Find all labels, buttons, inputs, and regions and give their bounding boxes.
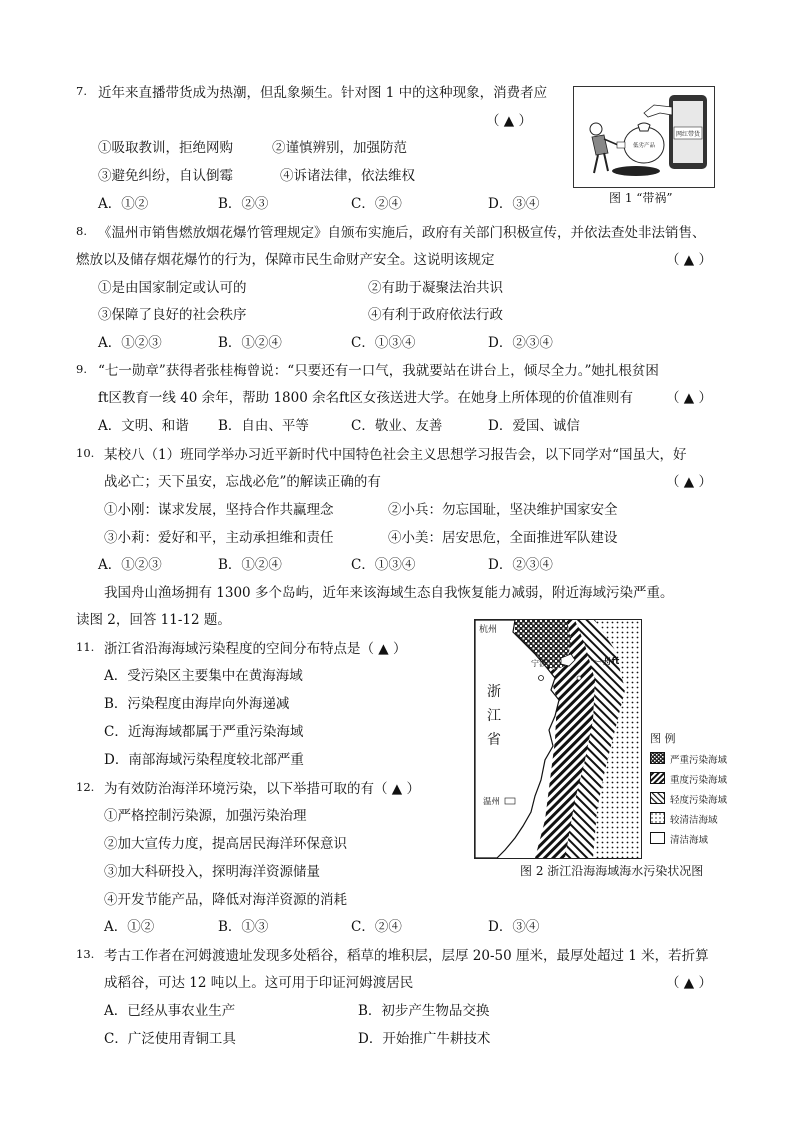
q8-answer-mark: （ ▲ ） [666, 252, 712, 268]
q9-choice-d: D．爱国、诚信 [488, 418, 580, 434]
q11-choice-a: A．受污染区主要集中在黄海海域 [104, 668, 303, 684]
q11-choice-c: C．近海海域都属于严重污染海域 [104, 724, 304, 740]
legend-label-severe: 严重污染海域 [670, 755, 728, 766]
q10-number: 10. [76, 446, 95, 460]
q12-choice-d: D．③④ [488, 919, 540, 935]
label-province-3: 省 [487, 732, 501, 748]
legend-label-heavy: 重度污染海域 [670, 775, 728, 786]
q12-choice-c: C．②④ [351, 919, 402, 935]
q11-12-intro-line2: 读图 2，回答 11-12 题。 [76, 612, 231, 628]
q10-option-2: ②小兵：勿忘国耻，坚决维护国家安全 [388, 502, 618, 518]
label-zhoushan: 舟ft [603, 657, 620, 667]
label-province-1: 浙 [487, 684, 501, 700]
q11-choice-d: D．南部海域污染程度较北部严重 [104, 752, 304, 768]
q11-12-intro-line1: 我国舟山渔场拥有 1300 多个岛屿，近年来该海域生态自我恢复能力减弱，附近海域污染严重。 [104, 585, 674, 601]
label-wenzhou: 温州 [483, 797, 501, 807]
q9-number: 9. [76, 362, 87, 376]
q8-option-2: ②有助于凝聚法治共识 [368, 280, 503, 296]
q13-choice-c: C．广泛使用青铜工具 [104, 1031, 236, 1047]
q13-choice-d: D．开始推广牛耕技术 [358, 1031, 491, 1047]
q12-option-1: ①严格控制污染源，加强污染治理 [104, 808, 307, 824]
label-province-2: 江 [487, 708, 501, 724]
q9-stem-line2: ft区教育一线 40 余年，帮助 1800 余名ft区女孩送进大学。在她身上所体现的价值准则有 [98, 390, 634, 406]
figure-1-cartoon [573, 86, 715, 188]
q10-stem-line1: 某校八（1）班同学举办习近平新时代中国特色社会主义思想学习报告会，以下同学对“国虽大，好 [104, 447, 687, 463]
q7-choice-d: D．③④ [488, 196, 540, 212]
q7-option-2: ②谨慎辨别，加强防范 [272, 140, 407, 156]
label-ningbo: 宁波 [531, 659, 547, 668]
q9-stem-line1: “七一勋章”获得者张桂梅曾说：“只要还有一口气，我就要站在讲台上，倾尽全力。”她扎根贫困 [98, 363, 659, 379]
q10-choice-c: C．①③④ [351, 557, 416, 573]
q10-answer-mark: （ ▲ ） [666, 474, 712, 490]
q7-option-1: ①吸取教训，拒绝网购 [98, 140, 233, 156]
phone-text: 网红带货 [675, 131, 701, 138]
q8-stem-line1: 《温州市销售燃放烟花爆竹管理规定》自颁布实施后，政府有关部门积极宣传，并依法查处非法销售、 [98, 225, 706, 241]
legend-swatch-heavy [651, 773, 665, 784]
q12-option-3: ③加大科研投入，探明海洋资源储量 [104, 864, 320, 880]
q8-choice-b: B．①②④ [218, 335, 282, 351]
q9-choice-b: B．自由、平等 [218, 418, 309, 434]
q10-choice-d: D．②③④ [488, 557, 553, 573]
q9-answer-mark: （ ▲ ） [666, 390, 712, 406]
q8-choice-c: C．①③④ [351, 335, 416, 351]
bag-text: 低劣产品 [632, 143, 656, 149]
legend-swatch-severe [651, 753, 665, 764]
figure-1-caption: 图 1 “带祸” [609, 191, 673, 205]
q7-answer-mark: （ ▲ ） [486, 113, 532, 129]
q12-choice-b: B．①③ [218, 919, 269, 935]
q13-stem-line2: 成稻谷，可达 12 吨以上。这可用于印证河姆渡居民 [104, 975, 414, 991]
q8-choice-d: D．②③④ [488, 335, 553, 351]
q7-number: 7. [76, 84, 87, 98]
q11-stem: 浙江省沿海海域污染程度的空间分布特点是（ ▲ ） [104, 641, 407, 657]
q8-choice-a: A．①②③ [98, 335, 162, 351]
q10-stem-line2: 战必亡；天下虽安，忘战必危”的解读正确的有 [104, 474, 381, 490]
q7-option-3: ③避免纠纷，自认倒霉 [98, 168, 233, 184]
legend-swatch-light [651, 793, 665, 804]
q10-choice-a: A．①②③ [98, 557, 162, 573]
q12-option-2: ②加大宣传力度，提高居民海洋环保意识 [104, 836, 347, 852]
q10-option-1: ①小刚：谋求发展，坚持合作共赢理念 [104, 502, 334, 518]
legend-label-clean: 清洁海域 [670, 835, 709, 846]
legend-label-light: 轻度污染海域 [670, 795, 728, 806]
legend-swatch-clean [651, 833, 665, 844]
q12-choice-a: A．①② [104, 919, 155, 935]
q7-option-4: ④诉诸法律，依法维权 [280, 168, 415, 184]
q9-choice-c: C．敬业、友善 [351, 418, 443, 434]
q12-number: 12. [76, 780, 95, 794]
legend-label-cleaner: 较清洁海域 [670, 815, 718, 826]
label-hangzhou: 杭州 [479, 625, 498, 635]
cartoon-illustration [574, 87, 714, 187]
pollution-map [475, 620, 641, 858]
q13-choice-b: B．初步产生物品交换 [358, 1003, 490, 1019]
q10-option-4: ④小美：居安思危，全面推进军队建设 [388, 530, 618, 546]
q8-option-3: ③保障了良好的社会秩序 [98, 307, 247, 323]
q10-option-3: ③小莉：爱好和平，主动承担维和责任 [104, 530, 334, 546]
q8-option-4: ④有利于政府依法行政 [368, 307, 503, 323]
map-legend [650, 730, 770, 850]
q13-choice-a: A．已经从事农业生产 [104, 1003, 236, 1019]
legend-swatch-cleaner [651, 813, 665, 824]
figure-2-map [474, 619, 642, 859]
q11-number: 11. [76, 640, 95, 654]
q10-choice-b: B．①②④ [218, 557, 282, 573]
figure-2-caption: 图 2 浙江沿海海域海水污染状况图 [520, 864, 704, 878]
q13-stem-line1: 考古工作者在河姆渡遗址发现多处稻谷，稻草的堆积层，层厚 20-50 厘米，最厚处超过 1 米，若折算 [104, 948, 709, 964]
q8-number: 8. [76, 224, 87, 238]
q7-choice-b: B．②③ [218, 196, 269, 212]
q9-choice-a: A．文明、和谐 [98, 418, 189, 434]
q13-number: 13. [76, 947, 95, 961]
q7-choice-a: A．①② [98, 196, 149, 212]
q12-option-4: ④开发节能产品，降低对海洋资源的消耗 [104, 892, 347, 908]
q8-stem-line2: 燃放以及储存烟花爆竹的行为，保障市民生命财产安全。这说明该规定 [76, 252, 495, 268]
legend-title: 图 例 [650, 732, 676, 745]
q7-choice-c: C．②④ [351, 196, 402, 212]
legend-swatches [650, 752, 666, 852]
q11-choice-b: B．污染程度由海岸向外海递减 [104, 696, 290, 712]
q8-option-1: ①是由国家制定或认可的 [98, 280, 247, 296]
q7-stem: 近年来直播带货成为热潮，但乱象频生。针对图 1 中的这种现象，消费者应 [98, 85, 548, 101]
q13-answer-mark: （ ▲ ） [666, 975, 712, 991]
q12-stem: 为有效防治海洋环境污染，以下举措可取的有（ ▲ ） [104, 781, 420, 797]
